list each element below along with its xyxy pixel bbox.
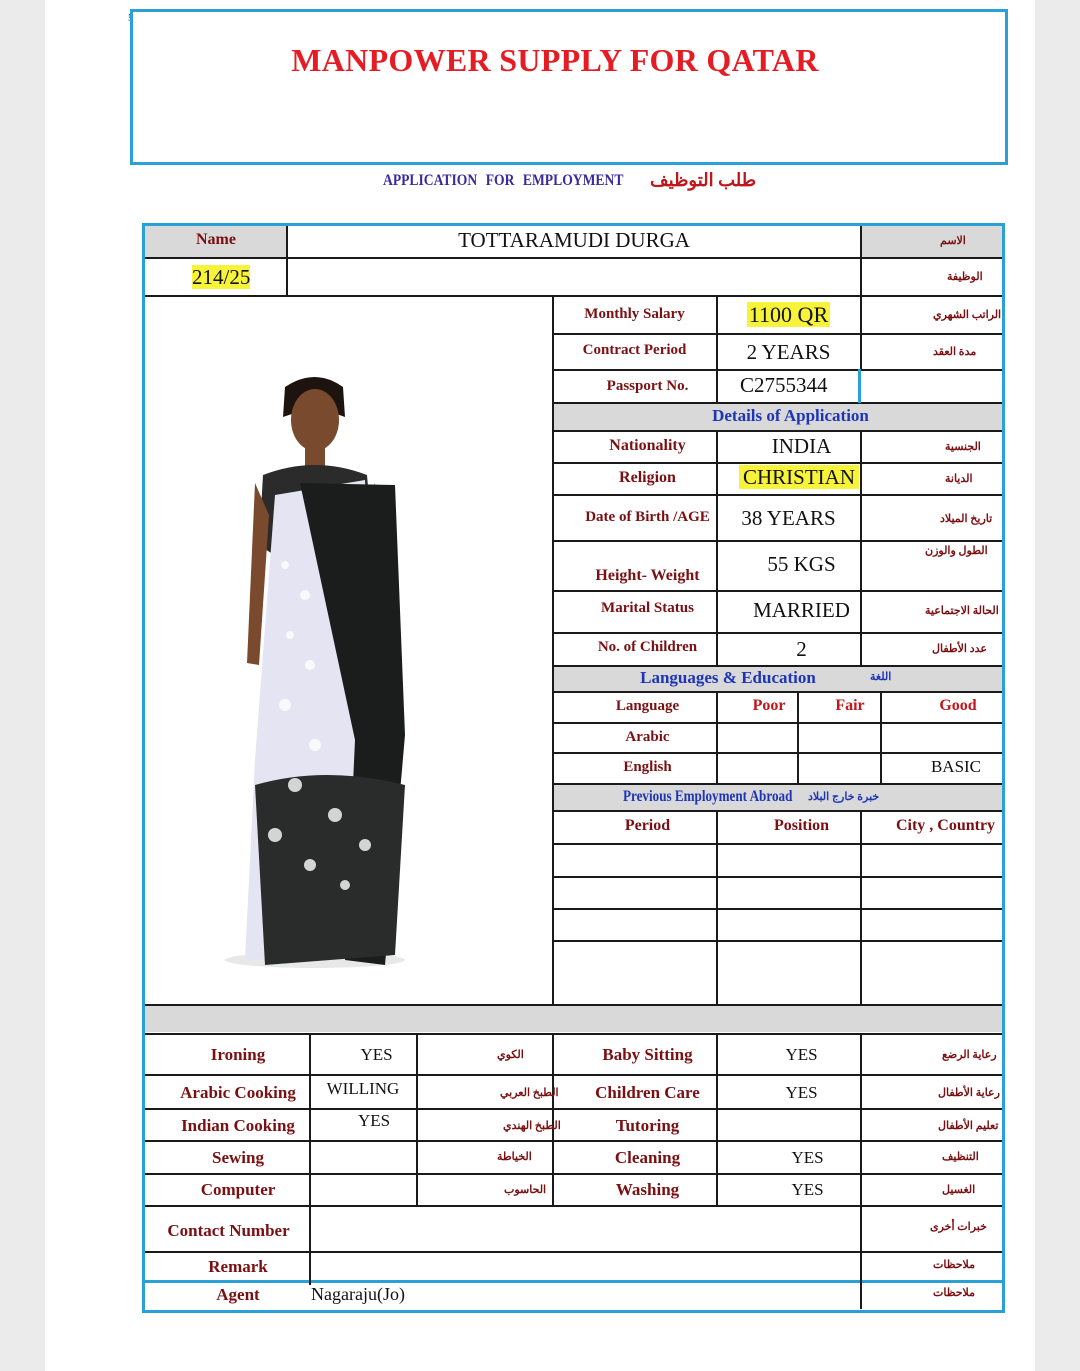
agent-value: Nagaraju(Jo): [311, 1284, 405, 1304]
agent-arabic-label: ملاحظات: [933, 1287, 975, 1299]
rule: [145, 1004, 1002, 1006]
reference-number: 214/25: [192, 265, 251, 289]
rule: [553, 722, 1002, 724]
dob-value: 38 YEARS: [741, 506, 836, 530]
salary-label: Monthly Salary: [584, 306, 685, 322]
indian-cooking-value: YES: [357, 1111, 391, 1130]
baby-sitting-arabic-label: رعاية الرضع: [942, 1049, 997, 1061]
rule: [860, 430, 862, 666]
marital-arabic-label: الحالة الاجتماعية: [925, 605, 999, 617]
rule: [553, 333, 1002, 335]
rule: [716, 430, 718, 666]
rule: [553, 494, 1002, 496]
rule: [145, 1205, 1002, 1207]
tutoring-arabic-label: تعليم الأطفال: [938, 1120, 999, 1132]
name-value: TOTTARAMUDI DURGA: [458, 228, 690, 252]
fair-header: Fair: [835, 697, 865, 714]
contact-arabic-label: خبرات أخرى: [930, 1221, 987, 1233]
children-care-label: Children Care: [595, 1083, 700, 1102]
cleaning-label: Cleaning: [614, 1148, 681, 1167]
washing-arabic-label: الغسيل: [942, 1184, 976, 1196]
rule: [553, 940, 1002, 942]
marital-value: MARRIED: [753, 598, 850, 622]
previous-employment-arabic-title: خبرة خارج البلاد: [808, 791, 880, 803]
contact-number-label: Contact Number: [167, 1221, 290, 1240]
document-title: MANPOWER SUPPLY FOR QATAR: [291, 42, 819, 78]
previous-employment-title: Previous Employment Abroad: [623, 788, 793, 805]
job-arabic-label: الوظيفة: [947, 271, 983, 283]
rule: [553, 752, 1002, 754]
remark-label: Remark: [208, 1257, 268, 1276]
city-country-header: City , Country: [895, 817, 996, 834]
language-header: Language: [615, 698, 680, 714]
dob-label: Date of Birth /AGE: [585, 509, 710, 525]
name-arabic-cell: [861, 226, 1002, 257]
tutoring-label: Tutoring: [615, 1116, 680, 1135]
rule: [553, 632, 1002, 634]
rule: [860, 1033, 862, 1309]
document-subtitle-arabic: طلب التوظيف: [650, 170, 757, 190]
arabic-language-label: Arabic: [625, 729, 670, 745]
english-good-value: BASIC: [930, 757, 982, 776]
children-care-arabic-label: رعاية الأطفال: [938, 1087, 1000, 1099]
arabic-cooking-arabic-label: الطبخ العربي: [500, 1087, 559, 1099]
arabic-cooking-label: Arabic Cooking: [180, 1083, 296, 1102]
skills-band: [145, 1006, 1002, 1032]
children-value: 2: [796, 637, 807, 661]
page-marker: 5: [128, 12, 134, 24]
document-subtitle: APPLICATION FOR EMPLOYMENT: [383, 172, 624, 189]
rule: [716, 810, 718, 1005]
marital-label: Marital Status: [601, 600, 694, 616]
rule: [145, 1033, 1002, 1035]
rule: [553, 590, 1002, 592]
rule: [145, 1280, 1002, 1283]
rule: [553, 430, 1002, 432]
sewing-label: Sewing: [212, 1148, 264, 1167]
children-arabic-label: عدد الأطفال: [932, 643, 987, 655]
rule: [553, 876, 1002, 878]
religion-label: Religion: [619, 469, 676, 486]
rule: [553, 908, 1002, 910]
passport-label: Passport No.: [606, 378, 689, 394]
rule: [145, 1251, 1002, 1253]
washing-value: YES: [791, 1180, 824, 1199]
rule: [553, 691, 1002, 693]
nationality-value: INDIA: [771, 434, 832, 458]
children-care-value: YES: [785, 1083, 818, 1102]
languages-title: Languages & Education: [640, 668, 816, 687]
rule: [860, 810, 862, 1005]
rule: [553, 462, 1002, 464]
rule: [145, 295, 1002, 297]
name-arabic-label: الاسم: [940, 235, 966, 247]
rule: [553, 810, 1002, 812]
rule: [145, 257, 1002, 259]
baby-sitting-label: Baby Sitting: [602, 1045, 693, 1064]
details-title: Details of Application: [712, 406, 869, 425]
sewing-arabic-label: الخياطة: [497, 1151, 532, 1163]
ironing-label: Ironing: [210, 1045, 266, 1064]
name-label: Name: [196, 231, 236, 248]
cleaning-value: YES: [791, 1148, 824, 1167]
washing-label: Washing: [615, 1180, 680, 1199]
height-weight-arabic-label: الطول والوزن: [925, 545, 988, 557]
salary-arabic-label: الراتب الشهري: [933, 309, 1002, 321]
religion-arabic-label: الديانة: [945, 473, 973, 485]
passport-value: C2755344: [740, 373, 828, 397]
rule: [553, 783, 1002, 785]
position-header: Position: [773, 817, 830, 834]
rule: [553, 369, 1002, 371]
rule: [553, 402, 1002, 404]
computer-arabic-label: الحاسوب: [504, 1184, 547, 1196]
height-weight-label: Height- Weight: [595, 567, 700, 584]
rule: [145, 1074, 1002, 1076]
salary-value: 1100 QR: [748, 302, 829, 327]
rule: [553, 540, 1002, 542]
nationality-label: Nationality: [609, 437, 686, 454]
rule: [145, 1140, 1002, 1142]
english-language-label: English: [623, 759, 672, 775]
rule: [145, 1173, 1002, 1175]
header-box: [130, 9, 1008, 165]
arabic-cooking-value: WILLING: [326, 1079, 400, 1098]
nationality-arabic-label: الجنسية: [945, 441, 981, 453]
candidate-photo: [215, 365, 420, 970]
computer-label: Computer: [200, 1180, 276, 1199]
rule: [858, 369, 861, 403]
poor-header: Poor: [752, 697, 786, 714]
rule: [860, 226, 862, 295]
rule: [553, 843, 1002, 845]
languages-arabic-title: اللغة: [870, 671, 892, 683]
rule: [145, 1108, 1002, 1110]
religion-value: CHRISTIAN: [739, 465, 859, 493]
indian-cooking-arabic-label: الطبخ الهندي: [503, 1120, 561, 1132]
cleaning-arabic-label: التنظيف: [942, 1151, 979, 1163]
contract-arabic-label: مدة العقد: [933, 346, 977, 358]
indian-cooking-label: Indian Cooking: [181, 1116, 295, 1135]
rule: [553, 665, 1002, 667]
remark-arabic-label: ملاحظات: [933, 1259, 975, 1271]
height-weight-value: 55 KGS: [767, 552, 836, 576]
contract-value: 2 YEARS: [746, 340, 831, 364]
baby-sitting-value: YES: [785, 1045, 818, 1064]
children-label: No. of Children: [597, 639, 698, 655]
good-header: Good: [939, 697, 977, 714]
agent-label: Agent: [216, 1285, 260, 1304]
period-header: Period: [624, 817, 671, 834]
dob-arabic-label: تاريخ الميلاد: [940, 513, 993, 525]
contract-label: Contract Period: [582, 342, 687, 358]
ironing-arabic-label: الكوي: [497, 1049, 524, 1061]
rule: [860, 295, 862, 370]
ironing-value: YES: [360, 1045, 393, 1064]
